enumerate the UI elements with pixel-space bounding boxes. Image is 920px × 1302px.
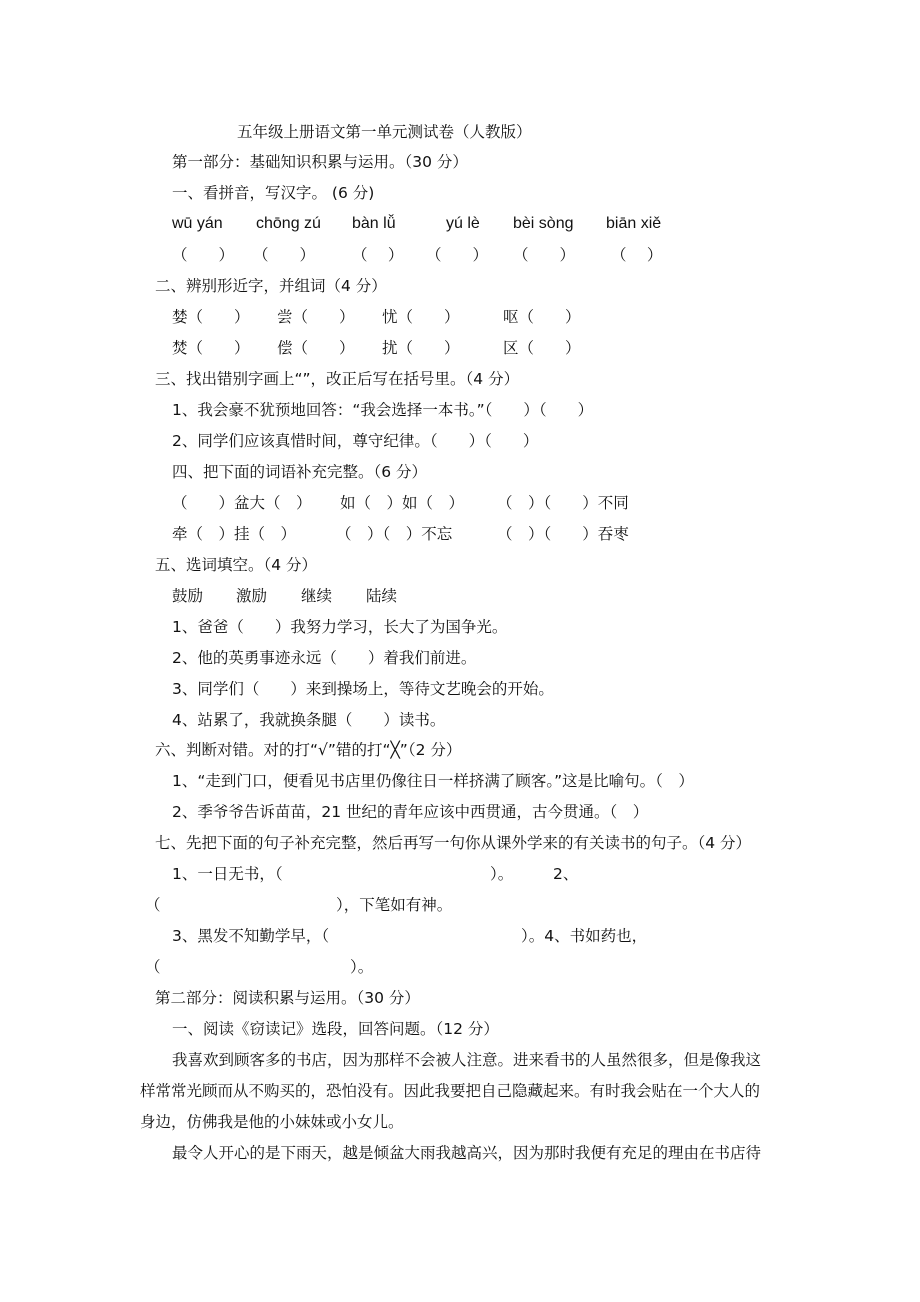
q7-heading: 七、先把下面的句子补充完整，然后再写一句你从课外学来的有关读书的句子。（4 分） — [155, 834, 752, 852]
q3-item-2: 2、同学们应该真惜时间，尊守纪律。（ ）（ ） — [172, 432, 539, 450]
q5-item-2: 2、他的英勇事迹永远（ ）着我们前进。 — [172, 649, 477, 667]
q7-line4-a: （ — [145, 958, 161, 976]
q4-r2-2: （ ）（ ）不忘 — [336, 525, 453, 543]
q2-r2-1: 焚（ ） — [172, 339, 250, 357]
q5-item-3: 3、同学们（ ）来到操场上，等待文艺晚会的开始。 — [172, 680, 554, 698]
q2-r1-2: 尝（ ） — [277, 308, 355, 326]
q5-word-2: 激励 — [236, 587, 268, 605]
q6-item-2: 2、季爷爷告诉苗苗，21 世纪的青年应该中西贯通，古今贯通。（ ） — [172, 803, 649, 821]
page-title: 五年级上册语文第一单元测试卷（人教版） — [237, 123, 532, 141]
reading-heading: 一、阅读《窃读记》选段，回答问题。（12 分） — [172, 1020, 499, 1038]
q5-word-4: 陆续 — [366, 587, 398, 605]
q4-r1-2: 如（ ）如（ ） — [340, 494, 465, 512]
q7-line1-c: 2、 — [553, 865, 579, 883]
q1-blank-1: （ ） — [172, 246, 235, 264]
q1-heading: 一、看拼音，写汉字。 (6 分) — [172, 184, 375, 202]
q2-heading: 二、辨别形近字，并组词（4 分） — [155, 277, 387, 295]
q1-blank-5: （ ） — [513, 246, 576, 264]
q7-line1-a: 1、一日无书，（ — [172, 865, 283, 883]
q7-line2-a: （ — [145, 896, 161, 914]
q5-item-4: 4、站累了，我就换条腿（ ）读书。 — [172, 711, 446, 729]
q4-r1-1: （ ）盆大（ ） — [172, 494, 312, 512]
q4-r1-3: （ ）（ ）不同 — [497, 494, 629, 512]
part2-heading: 第二部分：阅读积累与运用。（30 分） — [155, 989, 420, 1007]
q2-r1-4: 呕（ ） — [503, 308, 581, 326]
pinyin-2: chōng zú — [256, 215, 321, 232]
part1-heading: 第一部分：基础知识积累与运用。（30 分） — [172, 153, 468, 171]
pinyin-6: biān xiě — [606, 215, 662, 232]
reading-p2-line-1: 最令人开心的是下雨天，越是倾盆大雨我越高兴，因为那时我便有充足的理由在书店待 — [172, 1144, 762, 1162]
q1-blank-3: （ ） — [352, 246, 404, 264]
q7-line4-b: ）。 — [350, 958, 374, 976]
q7-line3-b: ）。4、书如药也， — [521, 927, 648, 945]
reading-p1-line-1: 我喜欢到顾客多的书店，因为那样不会被人注意。进来看书的人虽然很多，但是像我这 — [172, 1051, 762, 1069]
q5-word-3: 继续 — [301, 587, 333, 605]
q5-heading: 五、选词填空。（4 分） — [155, 556, 318, 574]
pinyin-3: bàn lǚ — [352, 215, 396, 232]
q1-blank-2: （ ） — [253, 246, 316, 264]
q5-item-1: 1、爸爸（ ）我努力学习，长大了为国争光。 — [172, 618, 508, 636]
q2-r1-1: 婪（ ） — [172, 308, 250, 326]
q1-blank-4: （ ） — [426, 246, 489, 264]
q7-line3-a: 3、黑发不知勤学早，（ — [172, 927, 330, 945]
reading-p1-line-2: 样常常光顾而从不购买的，恐怕没有。因此我要把自己隐藏起来。有时我会贴在一个大人的 — [140, 1082, 761, 1100]
pinyin-4: yú lè — [446, 215, 480, 232]
q4-r2-1: 牵（ ）挂（ ） — [172, 525, 297, 543]
q3-item-1: 1、我会豪不犹预地回答：“我会选择一本书。”（ ）（ ） — [172, 401, 594, 419]
q2-r2-2: 偿（ ） — [277, 339, 355, 357]
q2-r2-4: 区（ ） — [503, 339, 581, 357]
pinyin-1: wū yán — [172, 215, 223, 232]
q3-heading: 三、找出错别字画上“”，改正后写在括号里。（4 分） — [155, 370, 520, 388]
q6-heading: 六、判断对错。对的打“√”错的打“╳”（2 分） — [155, 741, 462, 759]
reading-p1-line-3: 身边，仿佛我是他的小妹妹或小女儿。 — [140, 1113, 404, 1131]
q7-line1-b: ）。 — [490, 865, 514, 883]
q2-r2-3: 扰（ ） — [382, 339, 460, 357]
q2-r1-3: 忧（ ） — [382, 308, 460, 326]
q1-blank-6: （ ） — [611, 246, 663, 264]
q5-word-1: 鼓励 — [172, 587, 204, 605]
pinyin-5: bèi sòng — [513, 215, 574, 232]
q6-item-1: 1、“走到门口，便看见书店里仍像往日一样挤满了顾客。”这是比喻句。（ ） — [172, 772, 694, 790]
q7-line2-b: ），下笔如有神。 — [336, 896, 453, 914]
q4-heading: 四、把下面的词语补充完整。（6 分） — [172, 463, 428, 481]
q4-r2-3: （ ）（ ）吞枣 — [497, 525, 629, 543]
